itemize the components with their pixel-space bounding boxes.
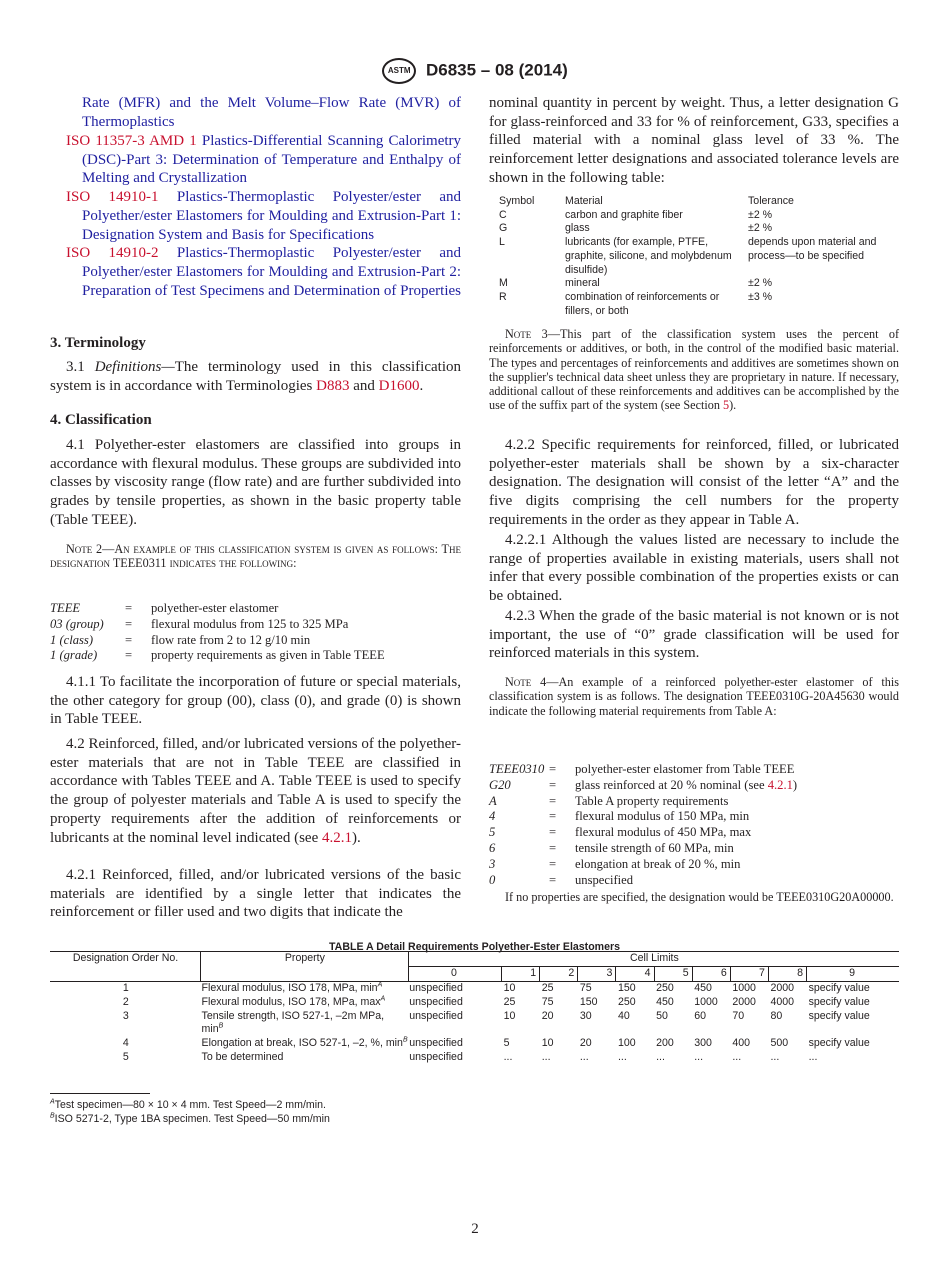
section-4-heading: 4. Classification (50, 412, 152, 428)
reference-item (50, 188, 461, 244)
definition-value (151, 633, 310, 649)
cell-limit-value: 20 (541, 1010, 554, 1022)
definition-key: 1 (grade) (50, 648, 98, 663)
reinforcement-row (499, 291, 899, 318)
table-row (50, 1051, 899, 1065)
footnote (50, 1098, 330, 1112)
cell-limit-value: ... (732, 1051, 742, 1063)
definition-row (50, 617, 461, 633)
cell-limit-value: ... (808, 1051, 818, 1063)
cell-limit-value: 450 (656, 996, 674, 1008)
paragraph-continued: nominal quantity in percent by weight. Thus, a letter designation G for glass-reinforced and 33 for % of reinforcement, G33, specifies a filled material with a nominal glass level of 33 %. The reinforcement letter designations and associated tolerance levels are shown in the following table: (489, 95, 899, 186)
astm-logo: ASTM (382, 58, 416, 84)
symbol-cell: M (499, 277, 508, 290)
symbol-cell: L (499, 236, 505, 249)
order-no-cell: 3 (122, 1010, 129, 1022)
reinforcement-row (499, 236, 899, 277)
cell-number-header: 5 (654, 967, 692, 982)
paragraph-4-2-2: 4.2.2 Specific requirements for reinforced, filled, or lubricated polyether-ester materials shall be shown by a six-character designation. The designation will consist of the letter “A” and the five digits comprising the cell numbers for the property requirements in the order as they appear in Table A. (489, 437, 899, 528)
cell-limit-value: 5 (503, 1037, 510, 1049)
column-header: Material (565, 195, 603, 207)
page-number: 2 (471, 1221, 479, 1237)
definition-value (575, 778, 797, 794)
order-no-cell: 1 (122, 982, 129, 994)
reference-code[interactable]: ISO 14910-1 (66, 189, 159, 206)
equals-sign: = (125, 632, 133, 647)
definition-text: Table A property requirements (575, 793, 729, 808)
definition-text: unspecified (575, 872, 634, 887)
table-row (50, 982, 899, 997)
cell-limit-value: specify value (808, 1037, 870, 1049)
symbol-cell: G (499, 222, 508, 235)
section-3-heading: 3. Terminology (50, 335, 146, 351)
cell-limit-value: 1000 (694, 996, 718, 1008)
cell-limit-value: specify value (808, 1010, 870, 1022)
cell-limit-value: unspecified (409, 982, 463, 994)
table-row (50, 1037, 899, 1051)
definition-text: flexural modulus of 150 MPa, min (575, 809, 750, 824)
definition-key: 03 (group) (50, 616, 104, 631)
definition-key: 5 (489, 825, 496, 840)
order-no-cell: 4 (122, 1037, 129, 1049)
reference-code[interactable]: ISO 11357-3 AMD 1 (66, 133, 197, 149)
cell-limit-value: 150 (579, 996, 598, 1008)
definition-row (489, 873, 899, 889)
definition-value (575, 825, 751, 841)
reinforcement-row (499, 222, 899, 236)
table-row (50, 996, 899, 1010)
paragraph-4-2-3: 4.2.3 When the grade of the basic material is not known or is not important, the use of “0” grade classification will be used for reinforced materials in this system. (489, 608, 899, 662)
table-header-row (50, 952, 899, 967)
equals-sign: = (549, 777, 557, 792)
tolerance-cell: ±2 % (748, 208, 773, 221)
page-header (0, 58, 950, 84)
footnote (50, 1112, 330, 1126)
footnote-text: ISO 5271-2, Type 1BA specimen. Test Speed—50 mm/min (54, 1113, 330, 1125)
definition-value (151, 617, 348, 633)
reference-item (50, 244, 461, 300)
cell-number-header: 0 (408, 967, 501, 982)
cell-limit-value: 75 (541, 996, 554, 1008)
link-section-5[interactable]: 5 (723, 398, 730, 413)
cell-limit-value: unspecified (409, 1037, 463, 1049)
equals-sign: = (549, 793, 557, 808)
cell-limit-value: 30 (579, 1010, 592, 1022)
material-cell: mineral (565, 277, 600, 290)
definition-text: polyether-ester elastomer (151, 601, 279, 615)
definition-value (151, 601, 278, 617)
definition-key: A (489, 793, 497, 808)
paragraph-4-2-1: 4.2.1 Reinforced, filled, and/or lubricated versions of the basic materials are identified by a single letter that indicates the reinforcement or filler used and two digits that indicate the (50, 867, 461, 921)
footnote-text: Test specimen—80 × 10 × 4 mm. Test Speed—2 mm/min. (54, 1099, 326, 1111)
column-header: Symbol (499, 195, 535, 207)
cell-limit-value: unspecified (409, 1051, 463, 1063)
order-no-cell: 2 (122, 996, 129, 1008)
cell-limit-value: 100 (617, 1037, 636, 1049)
definition-text: property requirements as given in Table TEEE (151, 648, 385, 663)
table-row (50, 1010, 899, 1037)
cell-limit-value: 75 (579, 982, 592, 994)
definition-text: flow rate from 2 to 12 g/10 min (151, 632, 311, 647)
material-cell: lubricants (for example, PTFE, graphite, silicone, and molybdenum disulfide) (565, 236, 732, 276)
definition-key: TEEE (50, 601, 81, 615)
definition-key: 4 (489, 809, 496, 824)
header-property: Property (201, 952, 409, 982)
table-footnotes (50, 1098, 330, 1126)
cell-limit-value: 2000 (732, 996, 756, 1008)
material-cell: combination of reinforcements or fillers, or both (565, 290, 720, 317)
cell-limit-value: 300 (694, 1037, 712, 1049)
symbol-cell: R (499, 290, 507, 303)
definition-key: 0 (489, 872, 496, 887)
paragraph-4-1-1: 4.1.1 To facilitate the incorporation of future or special materials, the other category for group (00), class (0), and grade (0) is shown in Table TEEE. (50, 674, 461, 728)
property-text: Flexural modulus, ISO 178, MPa, min (201, 982, 378, 994)
definition-text: elongation at break of 20 %, min (575, 856, 741, 871)
property-cell (201, 1051, 409, 1065)
definition-key: G20 (489, 777, 511, 792)
cell-limit-value: 10 (503, 1010, 516, 1022)
footnote-mark: B (218, 1022, 224, 1030)
tolerance-cell: ±2 % (748, 222, 773, 235)
cell-limit-value: 400 (732, 1037, 751, 1049)
cell-limit-value: 60 (694, 1010, 706, 1022)
definition-text: polyether-ester elastomer from Table TEEE (575, 762, 795, 776)
cell-limit-value: 25 (541, 982, 554, 994)
cell-limit-value: 1000 (732, 982, 756, 994)
cell-limit-value: ... (770, 1051, 780, 1063)
note-4: Note 4—An example of a reinforced polyether-ester elastomer of this classification system is as follows. The designation TEEE0310G-20A45630 would indicate the following material requirements from Table A: (489, 675, 900, 718)
footnote-mark: A (380, 995, 386, 1003)
paragraph-4-2-2-1: 4.2.2.1 Although the values listed are necessary to include the range of properties available in existing materials, users shall not infer that every possible combination of the properties exists or can be obtained. (489, 532, 899, 605)
definition-text-end: ) (792, 777, 798, 792)
table-a (50, 951, 899, 1065)
tolerance-cell: ±3 % (748, 290, 773, 303)
cell-number-header: 6 (692, 967, 730, 982)
cell-limit-value: ... (541, 1051, 551, 1063)
definition-text: tensile strength of 60 MPa, min (575, 840, 734, 855)
tolerance-cell: depends upon material and process—to be specified (748, 236, 877, 262)
definition-key: TEEE0310 (489, 762, 545, 776)
definition-text: flexural modulus from 125 to 325 MPa (151, 616, 349, 631)
property-cell (201, 996, 409, 1010)
definition-text: flexural modulus of 450 MPa, max (575, 825, 752, 840)
reinforcement-row (499, 209, 899, 223)
header-order-no: Designation Order No. (50, 952, 201, 982)
material-cell: glass (565, 222, 590, 235)
cell-limit-value: 10 (541, 1037, 554, 1049)
equals-sign: = (549, 762, 557, 776)
cell-limit-value: specify value (808, 996, 870, 1008)
cell-limit-value: 450 (694, 982, 712, 994)
definition-value (575, 841, 734, 857)
cell-limit-value: 200 (656, 1037, 674, 1049)
definition-key: 1 (class) (50, 632, 94, 647)
note-4-definitions (489, 762, 899, 888)
property-text: Flexural modulus, ISO 178, MPa, max (201, 996, 381, 1008)
cell-limit-value: 4000 (770, 996, 795, 1008)
definition-row (489, 809, 899, 825)
property-cell (201, 1010, 409, 1037)
equals-sign: = (549, 825, 557, 840)
definition-text: glass reinforced at 20 % nominal (see (575, 777, 768, 792)
reference-title[interactable]: Plastics-Thermoplastic Polyester/ester and Polyether/ester Elastomers for Moulding and Extrusion-Part 2: Preparation of Test Specimens and Determination of Properties (82, 245, 462, 299)
footnote-divider (50, 1093, 150, 1094)
link-d883[interactable]: D883 (316, 377, 350, 394)
definition-row (489, 825, 899, 841)
equals-sign: = (549, 856, 557, 871)
cell-number-header: 9 (849, 967, 855, 979)
paragraph-4-1: 4.1 Polyether-ester elastomers are classified into groups in accordance with flexural modulus. These groups are subdivided into classes by viscosity range (flow rate) and are further subdivided into grades by tensile properties, as shown in the basic property table (Table TEEE). (50, 437, 461, 528)
property-text: To be determined (201, 1051, 284, 1063)
designation-title: D6835 – 08 (2014) (425, 60, 568, 80)
definition-row (50, 633, 461, 649)
cell-limit-value: 25 (503, 996, 516, 1008)
cell-number-header: 7 (730, 967, 768, 982)
cell-limit-value: 2000 (770, 982, 795, 994)
definition-key: 6 (489, 840, 496, 855)
property-text: Tensile strength, ISO 527-1, –2m MPa, min (201, 1010, 385, 1035)
equals-sign: = (549, 809, 557, 824)
cell-limit-value: ... (694, 1051, 704, 1063)
definition-value (575, 809, 749, 825)
definition-row (489, 857, 899, 873)
definition-row (50, 601, 461, 617)
equals-sign: = (125, 616, 133, 631)
equals-sign: = (549, 840, 557, 855)
definition-row (489, 778, 899, 794)
paragraph-4-2: 4.2 Reinforced, filled, and/or lubricated versions of the polyether-ester materials that are not in Table TEEE are classified in accordance with Tables TEEE and A. Table TEEE is used to specify the group of polyester materials and Table A is used to specify the property requirements after the addition of reinforcements or lubricants at the nominal level indicated (see 4.2.1). (50, 736, 461, 846)
cell-number-header: 3 (578, 967, 616, 982)
cell-limit-value: 20 (579, 1037, 592, 1049)
definition-value (575, 794, 728, 810)
footnote-mark: B (402, 1036, 408, 1044)
footnote-mark: A (377, 981, 383, 989)
note-2: Note 2—An example of this classification system is given as follows: The designation TEEE0311 indicates the following: (50, 542, 461, 571)
link-4-2-1[interactable]: 4.2.1 (767, 777, 793, 792)
table-a-title: TABLE A Detail Requirements Polyether-Ester Elastomers (328, 941, 621, 953)
cell-limit-value: 70 (732, 1010, 745, 1022)
definition-key: 3 (489, 856, 496, 871)
note-3: Note 3—This part of the classification system uses the percent of reinforcements or additives, or both, in the control of the modified basic material. The types and percentages of reinforcements and additives are sometimes shown on the supplier's technical data sheet unless they are proprietary in nature. If necessary, additional callout of these reinforcements and additives can be accomplished by the use of the suffix part of the system (see Section 5). (489, 327, 900, 413)
equals-sign: = (549, 872, 557, 887)
material-cell: carbon and graphite fiber (565, 208, 683, 221)
equals-sign: = (125, 648, 133, 663)
property-cell (201, 982, 409, 997)
cell-number-header: 8 (768, 967, 806, 982)
cell-limit-value: ... (579, 1051, 589, 1063)
order-no-cell: 5 (122, 1051, 129, 1063)
footnote-mark: A (50, 1098, 55, 1106)
cell-limit-value: ... (617, 1051, 627, 1063)
reference-title[interactable]: Plastics-Thermoplastic Polyester/ester and Polyether/ester Elastomers for Moulding and Extrusion-Part 1: Designation System and Basis for Specifications (82, 189, 462, 243)
definition-value (151, 648, 385, 664)
definition-row (489, 794, 899, 810)
symbol-cell: C (499, 208, 507, 221)
equals-sign: = (125, 601, 133, 615)
header-cell-limits: Cell Limits (408, 952, 899, 967)
footnote-mark: B (50, 1112, 55, 1120)
cell-limit-value: 150 (617, 982, 636, 994)
cell-number-header: 1 (502, 967, 540, 982)
cell-number-header: 2 (540, 967, 578, 982)
cell-limit-value: 80 (770, 1010, 783, 1022)
cell-limit-value: 250 (656, 982, 674, 994)
note-2-definitions (50, 601, 461, 664)
tolerance-cell: ±2 % (748, 277, 773, 290)
definition-value (575, 873, 633, 889)
paragraph-3-1: 3.1 Definitions—The terminology used in this classification system is in accordance with Terminologies D883 and D1600. (50, 359, 461, 394)
cell-number-header: 4 (616, 967, 654, 982)
reinforcement-row (499, 277, 899, 291)
cell-limit-value: unspecified (409, 1010, 463, 1022)
property-text: Elongation at break, ISO 527-1, –2, %, min (201, 1037, 403, 1049)
reference-continuation[interactable]: Rate (MFR) and the Melt Volume–Flow Rate (MVR) of Thermoplastics (82, 95, 461, 130)
cell-limit-value: unspecified (409, 996, 463, 1008)
cell-limit-value: 50 (656, 1010, 668, 1022)
reference-code[interactable]: ISO 14910-2 (66, 245, 159, 262)
definition-row (489, 762, 899, 778)
column-header: Tolerance (748, 195, 794, 207)
reference-item (50, 132, 461, 188)
reference-title[interactable]: Plastics-Differential Scanning Calorimetry (DSC)-Part 3: Determination of Temperature and Enthalpy of Melting and Crystallization (82, 133, 462, 187)
designation-example: If no properties are specified, the designation would be TEEE0310G20A00000. (505, 890, 894, 904)
definition-row (489, 841, 899, 857)
cell-limit-value: 500 (770, 1037, 789, 1049)
link-4-2-1[interactable]: 4.2.1 (322, 829, 352, 846)
definition-value (575, 762, 794, 778)
cell-limit-value: 40 (617, 1010, 630, 1022)
cell-limit-value: 10 (503, 982, 516, 994)
definition-row (50, 648, 461, 664)
cell-limit-value: ... (656, 1051, 665, 1063)
reinforcement-header-row (499, 195, 899, 209)
link-d1600[interactable]: D1600 (378, 377, 420, 394)
cell-limit-value: specify value (808, 982, 870, 994)
cell-limit-value: 250 (617, 996, 636, 1008)
cell-limit-value: ... (503, 1051, 513, 1063)
definition-value (575, 857, 740, 873)
reinforcement-table (499, 195, 899, 318)
property-cell (201, 1037, 409, 1051)
